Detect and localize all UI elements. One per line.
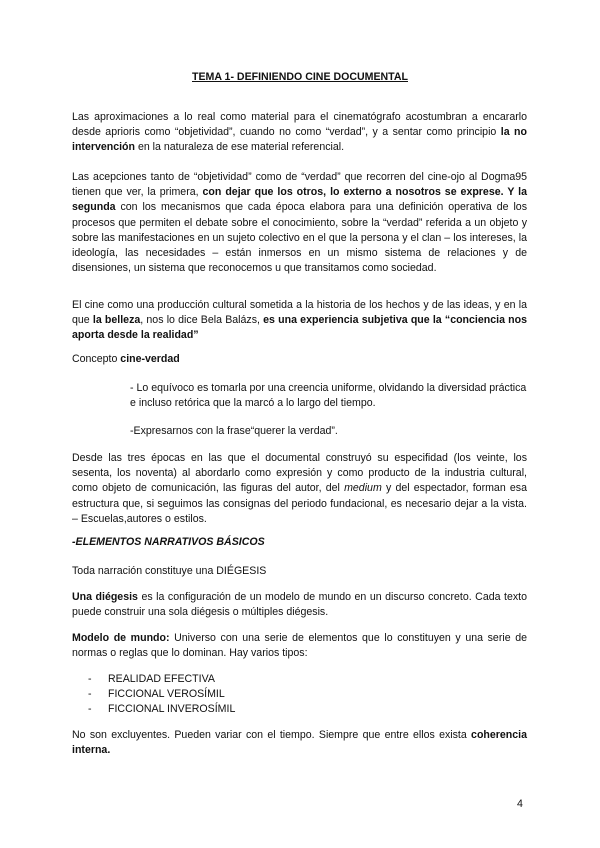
text-span: con los mecanismos que cada época elabora para una definición operativa de los procesos que permiten el debate sobre el conocimiento, sobre la “verdad” referida a un objeto y sobre las manifestaciones en un sujeto colectivo en el que la persona y el clan – los intereses, la ideología, las necesidades – están inmersos en un mismo sistema de relaciones y de disensiones, un sistema que reconocemos u que transitamos como sociedad. <box>72 201 527 275</box>
text-span: en la naturaleza de ese material referencial. <box>135 141 345 154</box>
paragraph-modelo-mundo <box>72 631 527 661</box>
paragraph-una-diegesis <box>72 590 527 620</box>
text-span: es la configuración de un modelo de mundo en un discurso concreto. Cada texto puede construir una sola diégesis o múltiples diégesis. <box>72 591 527 619</box>
paragraph-acepciones <box>72 170 527 276</box>
list-item-label: REALIDAD EFECTIVA <box>108 673 215 685</box>
page-title: TEMA 1- DEFINIENDO CINE DOCUMENTAL <box>192 71 408 83</box>
section-heading: -ELEMENTOS NARRATIVOS BÁSICOS <box>72 536 265 548</box>
text-span: Universo con una serie de elementos que lo constituyen y una serie de normas o reglas que lo dominan. Hay varios tipos: <box>72 632 528 660</box>
bold-span: cine-verdad <box>120 353 180 365</box>
indented-point-2: -Expresarnos con la frase“querer la verdad”. <box>130 425 338 437</box>
list-item-label: FICCIONAL VEROSÍMIL <box>108 688 225 700</box>
list-item <box>88 702 235 717</box>
paragraph-diegesis: Toda narración constituye una DIÉGESIS <box>72 565 267 577</box>
list-item <box>88 672 215 687</box>
bold-span: Modelo de mundo: <box>72 632 170 644</box>
list-marker: - <box>88 673 92 685</box>
paragraph-concepto <box>72 352 527 367</box>
indented-point-1: - Lo equívoco es tomarla por una creencia uniforme, olvidando la diversidad práctica e incluso retórica que la marcó a lo largo del tiempo. <box>130 382 527 410</box>
bold-span: con dejar que los otros, lo externo a nosotros se exprese. Y la segunda <box>72 186 527 214</box>
bold-span: Una diégesis <box>72 591 138 603</box>
paragraph-no-excluyentes <box>72 728 527 758</box>
bold-span: es una experiencia subjetiva que la “conciencia nos aporta desde la realidad” <box>72 314 527 342</box>
text-span: , nos lo dice Bela Balázs, <box>140 314 264 327</box>
paragraph-cine-cultural <box>72 298 527 344</box>
text-span: Las acepciones tanto de “objetividad” como de “verdad” que recorren del cine-ojo al Dogma95 tienen que ver, la primera, <box>72 171 527 199</box>
text-span: y del espectador, forman esa estructura que, si seguimos las consignas del periodo fundacional, es necesario dejar a la vista. – Escuelas,autores o estilos. <box>72 482 527 525</box>
text-span: El cine como una producción cultural sometida a la historia de los hechos y de las ideas, y en la que <box>72 299 527 327</box>
paragraph-intro <box>72 110 527 156</box>
bold-span: coherencia interna. <box>72 729 527 757</box>
text-span: Desde las tres épocas en las que el documental construyó su especifidad (los veinte, los sesenta, los noventa) al abordarlo como expresión y como producto de la industria cultural, como objeto de comunicación, las figuras del autor, del <box>72 452 527 495</box>
paragraph-epocas <box>72 451 527 527</box>
bold-span: la belleza <box>92 314 141 327</box>
list-item <box>88 687 225 702</box>
list-item-label: FICCIONAL INVEROSÍMIL <box>108 703 236 715</box>
bold-span: la no intervención <box>72 126 527 154</box>
text-span: Las aproximaciones a lo real como material para el cinematógrafo acostumbran a encararlo desde aprioris como “objetividad”, cuando no como “verdad”, y a sentar como principio <box>72 111 527 139</box>
text-span: Concepto <box>72 353 121 365</box>
list-marker: - <box>88 703 92 715</box>
page-number: 4 <box>517 798 523 810</box>
text-span: No son excluyentes. Pueden variar con el tiempo. Siempre que entre ellos exista <box>72 729 472 741</box>
list-marker: - <box>88 688 92 700</box>
italic-span: medium <box>344 482 382 495</box>
